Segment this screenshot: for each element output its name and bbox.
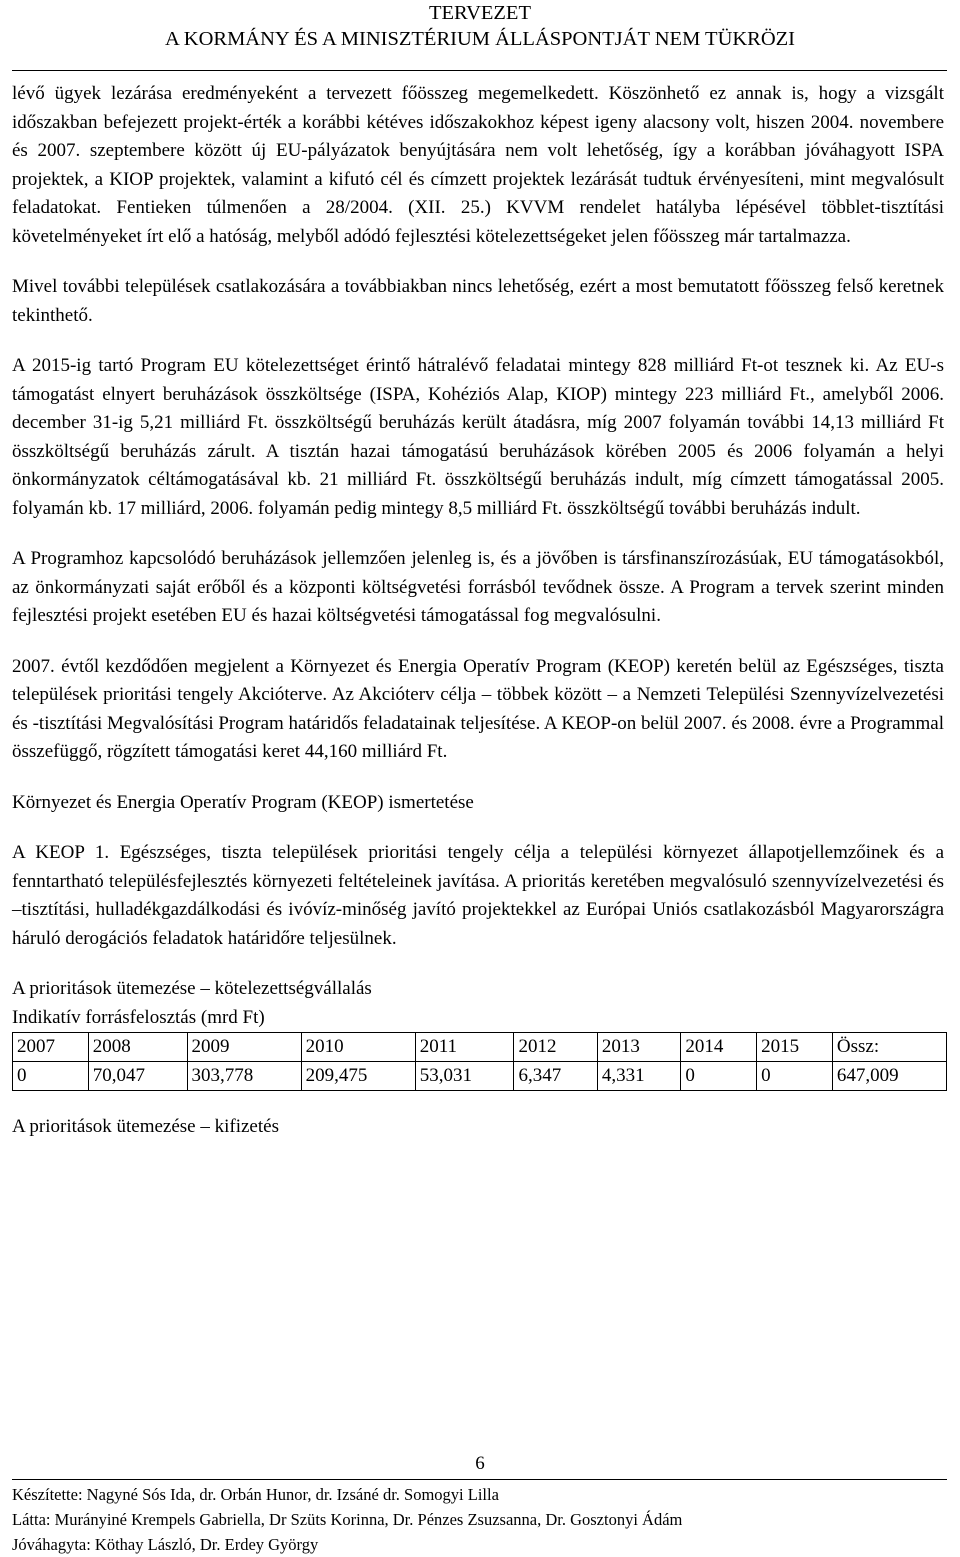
table-header-cell: 2009 xyxy=(187,1033,301,1062)
table-value-cell: 6,347 xyxy=(514,1062,597,1091)
table-value-cell: 0 xyxy=(13,1062,89,1091)
header-disclaimer: A KORMÁNY ÉS A MINISZTÉRIUM ÁLLÁSPONTJÁT NEM TÜKRÖZI xyxy=(164,28,796,50)
table-value-row xyxy=(13,1062,947,1091)
table-title: A prioritások ütemezése – kötelezettségvállalás xyxy=(12,978,372,999)
footer-approved-by: Jóváhagyta: Köthay László, Dr. Erdey György xyxy=(12,1535,319,1554)
section-heading-keop: Környezet és Energia Operatív Program (KEOP) ismertetése xyxy=(12,791,474,813)
table-header-cell: Össz: xyxy=(832,1033,946,1062)
table-header-cell: 2008 xyxy=(88,1033,187,1062)
paragraph-3: A 2015-ig tartó Program EU kötelezettséget érintő hátralévő feladatai mintegy 828 milliárd Ft-ot tesznek ki. Az EU-s támogatást elnyert beruházások összköltsége (ISPA, Kohéziós Alap, KIOP) mintegy 223 milliárd Ft., amelyből 2006. december 31-ig 5,21 milliárd Ft. összköltségű beruházás került átadásra, míg 2007 folyamán további 14,13 milliárd Ft összköltségű beruházás zárult. A tisztán hazai támogatású beruházások körében 2005 és 2006 folyamán a helyi önkormányzatok céltámogatásával kb. 21 milliárd Ft. összköltségű beruházás indult, míg címzett támogatással 2005. folyamán kb. 17 milliárd, 2006. folyamán pedig mintegy 8,5 milliárd Ft. összköltségű további beruházás indult. xyxy=(12,355,944,519)
table-subtitle: Indikatív forrásfelosztás (mrd Ft) xyxy=(12,1006,265,1028)
allocation-table xyxy=(12,1032,947,1091)
header-rule xyxy=(12,70,947,71)
table-value-cell: 53,031 xyxy=(415,1062,514,1091)
next-section-heading: A prioritások ütemezése – kifizetés xyxy=(12,1116,279,1137)
paragraph-1: lévő ügyek lezárása eredményeként a tervezett főösszeg megemelkedett. Köszönhető ez annak is, hogy a vizsgált időszakban befejezett projekt-érték a korábbi kétéves időszakokhoz képest igeny alacsony volt, hiszen 2004. novembere és 2007. szeptembere között új EU-pályázatok benyújtására nem volt lehetőség, így a korábban jóváhagyott ISPA projektek, a KIOP projektek, valamint a kifutó cél és címzett projektek lezárását tudtuk érvényesíteni, mint megvalósult feladatokat. Fentieken túlmenően a 28/2004. (XII. 25.) KVVM rendelet hatályba lépésével többlet-tisztítási követelményeket írt elő a hatóság, melyből adódó fejlesztési kötelezettségeket jelen főösszeg már tartalmazza. xyxy=(12,83,944,247)
paragraph-4: A Programhoz kapcsolódó beruházások jellemzően jelenleg is, és a jövőben is társfinanszírozásúak, EU támogatásokból, az önkormányzati saját erőből és a központi költségvetési forrásból tevődnek össze. A Program a tervek szerint minden fejlesztési projekt esetében EU és hazai költségvetési támogatással fog megvalósulni. xyxy=(12,548,944,626)
table-value-cell: 0 xyxy=(757,1062,833,1091)
header-draft-label: TERVEZET xyxy=(429,2,531,24)
table-value-cell: 70,047 xyxy=(88,1062,187,1091)
table-value-cell: 209,475 xyxy=(301,1062,415,1091)
table-value-cell: 4,331 xyxy=(597,1062,680,1091)
footer-prepared-by: Készítette: Nagyné Sós Ida, dr. Orbán Hunor, dr. Izsáné dr. Somogyi Lilla xyxy=(12,1485,499,1504)
table-header-cell: 2011 xyxy=(415,1033,514,1062)
document-header xyxy=(0,0,960,52)
page-number: 6 xyxy=(475,1453,485,1474)
paragraph-7: A KEOP 1. Egészséges, tiszta települések prioritási tengely célja a települési környezet állapotjellemzőinek és a fenntartható településfejlesztés környezeti feltételeinek javítása. A prioritás keretében megvalósuló szennyvízelvezetési és –tisztítási, hulladékgazdálkodási és ivóvíz-minőség javító projektekkel az Európai Uniós csatlakozásból Magyarországra háruló derogációs feladatok határidőre teljesülnek. xyxy=(12,842,944,949)
table-header-cell: 2015 xyxy=(757,1033,833,1062)
table-value-cell: 647,009 xyxy=(832,1062,946,1091)
table-header-cell: 2012 xyxy=(514,1033,597,1062)
table-header-cell: 2013 xyxy=(597,1033,680,1062)
table-value-cell: 0 xyxy=(681,1062,757,1091)
paragraph-5: 2007. évtől kezdődően megjelent a Környezet és Energia Operatív Program (KEOP) keretén belül az Egészséges, tiszta települések prioritási tengely Akcióterve. Az Akcióterv célja – többek között – a Nemzeti Települési Szennyvízelvezetési és -tisztítási Megvalósítási Program határidős feladatainak teljesítése. A KEOP-on belül 2007. és 2008. évre a Programmal összefüggő, rögzített támogatási keret 44,160 milliárd Ft. xyxy=(12,655,944,762)
table-header-cell: 2014 xyxy=(681,1033,757,1062)
table-header-cell: 2007 xyxy=(13,1033,89,1062)
footer-reviewed-by: Látta: Murányiné Krempels Gabriella, Dr Szüts Korinna, Dr. Pénzes Zsuzsanna, Dr. Gosztonyi Ádám xyxy=(12,1510,683,1529)
table-value-cell: 303,778 xyxy=(187,1062,301,1091)
table-header-row xyxy=(13,1033,947,1062)
paragraph-2: Mivel további települések csatlakozására a továbbiakban nincs lehetőség, ezért a most bemutatott főösszeg felső keretnek tekinthető. xyxy=(12,276,944,326)
table-header-cell: 2010 xyxy=(301,1033,415,1062)
document-body xyxy=(12,80,944,1142)
document-footer xyxy=(12,1479,947,1557)
